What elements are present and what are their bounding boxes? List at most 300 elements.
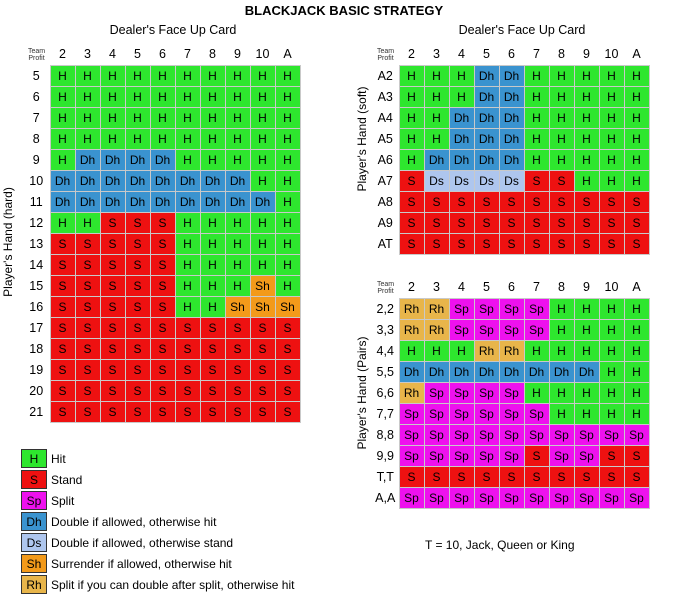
strategy-cell: Sp (399, 487, 424, 508)
legend-item (21, 490, 294, 511)
strategy-cell: S (424, 233, 449, 254)
strategy-cell: S (175, 359, 200, 380)
strategy-cell: S (599, 212, 624, 233)
strategy-cell: H (250, 170, 275, 191)
strategy-cell: S (150, 380, 175, 401)
strategy-cell: H (50, 86, 75, 107)
player-hand-label: T,T (372, 466, 399, 487)
dealer-card-header: 5 (474, 277, 499, 298)
dealer-card-header: 8 (549, 44, 574, 65)
strategy-cell: S (125, 380, 150, 401)
strategy-cell: Dh (175, 170, 200, 191)
strategy-cell: H (574, 86, 599, 107)
strategy-cell: H (150, 65, 175, 86)
strategy-cell: H (624, 298, 649, 319)
strategy-cell: H (574, 170, 599, 191)
strategy-cell: S (100, 317, 125, 338)
dealer-card-header: 7 (524, 277, 549, 298)
strategy-cell: Sp (474, 319, 499, 340)
strategy-cell: H (275, 65, 300, 86)
strategy-cell: Dh (75, 170, 100, 191)
strategy-cell: S (424, 191, 449, 212)
strategy-cell: H (624, 65, 649, 86)
strategy-cell: H (549, 107, 574, 128)
strategy-cell: H (50, 212, 75, 233)
strategy-cell: Sp (449, 445, 474, 466)
strategy-cell: H (175, 233, 200, 254)
strategy-cell: H (549, 149, 574, 170)
dealer-card-header: 8 (549, 277, 574, 298)
player-hand-label: 5 (23, 65, 50, 86)
player-hand-label: 5,5 (372, 361, 399, 382)
strategy-cell: H (225, 212, 250, 233)
strategy-cell: S (474, 191, 499, 212)
dealer-card-header: 7 (524, 44, 549, 65)
strategy-cell: Sp (524, 424, 549, 445)
strategy-cell: H (225, 275, 250, 296)
strategy-cell: S (449, 233, 474, 254)
table-row (372, 191, 649, 212)
strategy-cell: H (275, 191, 300, 212)
player-hand-label: 18 (23, 338, 50, 359)
legend-text: Split (51, 493, 75, 508)
dealer-card-header: 4 (449, 277, 474, 298)
strategy-cell: H (524, 340, 549, 361)
strategy-cell: Dh (524, 361, 549, 382)
strategy-cell: H (424, 107, 449, 128)
strategy-cell: H (275, 86, 300, 107)
strategy-cell: H (250, 149, 275, 170)
strategy-cell: Dh (474, 86, 499, 107)
table-row (23, 275, 300, 296)
strategy-cell: S (474, 233, 499, 254)
hard-dealer-label: Dealer's Face Up Card (109, 23, 237, 37)
strategy-cell: Sp (499, 319, 524, 340)
strategy-cell: Sp (499, 445, 524, 466)
dealer-card-header: 5 (474, 44, 499, 65)
strategy-cell: H (250, 233, 275, 254)
strategy-cell: S (250, 359, 275, 380)
dealer-card-header: 6 (499, 44, 524, 65)
strategy-cell: H (75, 128, 100, 149)
strategy-cell: Dh (499, 361, 524, 382)
strategy-cell: S (499, 212, 524, 233)
strategy-cell: S (150, 254, 175, 275)
strategy-cell: Dh (150, 191, 175, 212)
strategy-cell: S (50, 254, 75, 275)
table-row (23, 233, 300, 254)
strategy-cell: H (599, 128, 624, 149)
legend-swatch: H (21, 449, 47, 468)
strategy-cell: H (200, 128, 225, 149)
strategy-cell: H (175, 254, 200, 275)
table-row (23, 296, 300, 317)
strategy-cell: Dh (474, 128, 499, 149)
strategy-cell: Sp (449, 403, 474, 424)
player-hand-label: 19 (23, 359, 50, 380)
soft-player-label: Player's Hand (soft) (355, 86, 369, 192)
dealer-card-header: 7 (175, 44, 200, 65)
strategy-cell: S (624, 191, 649, 212)
strategy-cell: S (150, 212, 175, 233)
strategy-cell: H (599, 361, 624, 382)
player-hand-label: 10 (23, 170, 50, 191)
strategy-cell: S (225, 338, 250, 359)
strategy-cell: S (599, 466, 624, 487)
strategy-cell: H (574, 319, 599, 340)
dealer-card-header: 3 (424, 277, 449, 298)
strategy-cell: H (225, 86, 250, 107)
strategy-cell: S (275, 338, 300, 359)
strategy-cell: Dh (100, 149, 125, 170)
strategy-cell: Sp (574, 487, 599, 508)
strategy-cell: H (424, 340, 449, 361)
strategy-cell: H (200, 212, 225, 233)
strategy-cell: Dh (474, 107, 499, 128)
strategy-cell: Dh (100, 170, 125, 191)
strategy-cell: Dh (499, 107, 524, 128)
strategy-cell: Sp (399, 445, 424, 466)
strategy-cell: Sp (499, 382, 524, 403)
strategy-cell: Dh (449, 149, 474, 170)
strategy-cell: S (549, 466, 574, 487)
player-hand-label: 15 (23, 275, 50, 296)
strategy-cell: S (75, 359, 100, 380)
strategy-cell: H (125, 107, 150, 128)
table-row (23, 107, 300, 128)
strategy-cell: H (624, 403, 649, 424)
table-row (372, 107, 649, 128)
strategy-cell: S (75, 254, 100, 275)
player-hand-label: A2 (372, 65, 399, 86)
strategy-cell: H (599, 382, 624, 403)
strategy-cell: H (250, 107, 275, 128)
strategy-cell: H (599, 319, 624, 340)
strategy-cell: S (275, 359, 300, 380)
dealer-card-header: 10 (599, 44, 624, 65)
strategy-cell: Sp (574, 445, 599, 466)
team-profit-label: Team Profit (376, 47, 395, 62)
strategy-cell: S (524, 191, 549, 212)
strategy-cell: S (524, 212, 549, 233)
strategy-cell: Dh (125, 191, 150, 212)
strategy-cell: S (75, 233, 100, 254)
table-row (372, 466, 649, 487)
strategy-cell: S (524, 466, 549, 487)
strategy-cell: H (524, 149, 549, 170)
strategy-cell: S (524, 445, 549, 466)
strategy-cell: Sp (424, 445, 449, 466)
table-row (372, 403, 649, 424)
strategy-cell: H (424, 128, 449, 149)
strategy-cell: S (75, 275, 100, 296)
strategy-cell: S (200, 380, 225, 401)
strategy-cell: S (499, 191, 524, 212)
strategy-cell: S (624, 466, 649, 487)
strategy-cell: S (150, 275, 175, 296)
strategy-cell: H (225, 233, 250, 254)
table-row (372, 361, 649, 382)
strategy-cell: H (50, 65, 75, 86)
strategy-cell: Sp (449, 319, 474, 340)
strategy-cell: S (574, 212, 599, 233)
strategy-cell: Sp (399, 424, 424, 445)
strategy-cell: H (449, 340, 474, 361)
strategy-cell: H (524, 382, 549, 403)
legend (21, 448, 294, 595)
strategy-cell: S (75, 338, 100, 359)
strategy-cell: S (50, 233, 75, 254)
strategy-cell: S (599, 191, 624, 212)
strategy-cell: S (399, 466, 424, 487)
strategy-cell: H (175, 275, 200, 296)
strategy-cell: S (449, 191, 474, 212)
strategy-cell: S (75, 296, 100, 317)
strategy-cell: Dh (449, 128, 474, 149)
strategy-cell: S (200, 359, 225, 380)
strategy-cell: Dh (175, 191, 200, 212)
strategy-cell: Sp (499, 403, 524, 424)
strategy-cell: S (225, 380, 250, 401)
table-row (372, 445, 649, 466)
strategy-cell: S (100, 296, 125, 317)
strategy-cell: Dh (424, 361, 449, 382)
strategy-cell: S (275, 401, 300, 422)
strategy-cell: S (175, 380, 200, 401)
strategy-cell: S (499, 466, 524, 487)
strategy-cell: H (225, 254, 250, 275)
strategy-cell: H (399, 128, 424, 149)
pairs-player-label: Player's Hand (Pairs) (355, 336, 369, 450)
table-row (23, 212, 300, 233)
strategy-cell: H (75, 65, 100, 86)
player-hand-label: 13 (23, 233, 50, 254)
strategy-cell: H (125, 65, 150, 86)
legend-swatch: Sh (21, 554, 47, 573)
player-hand-label: 8 (23, 128, 50, 149)
strategy-cell: H (624, 107, 649, 128)
table-row (23, 128, 300, 149)
dealer-card-header: 6 (499, 277, 524, 298)
strategy-cell: H (225, 65, 250, 86)
strategy-cell: S (100, 359, 125, 380)
strategy-cell: S (150, 317, 175, 338)
strategy-cell: Sp (474, 403, 499, 424)
strategy-cell: H (549, 86, 574, 107)
strategy-cell: H (200, 254, 225, 275)
strategy-cell: H (549, 65, 574, 86)
dealer-card-header: 2 (50, 44, 75, 65)
strategy-cell: H (574, 149, 599, 170)
strategy-cell: H (250, 86, 275, 107)
strategy-cell: Sp (549, 487, 574, 508)
strategy-cell: S (200, 338, 225, 359)
strategy-cell: Sp (524, 319, 549, 340)
strategy-cell: Sp (474, 445, 499, 466)
strategy-cell: H (200, 149, 225, 170)
strategy-cell: H (574, 298, 599, 319)
hard-player-label: Player's Hand (hard) (1, 187, 15, 297)
strategy-cell: H (624, 361, 649, 382)
strategy-cell: S (574, 233, 599, 254)
strategy-cell: S (474, 212, 499, 233)
strategy-cell: Sp (399, 403, 424, 424)
player-hand-label: 6,6 (372, 382, 399, 403)
strategy-cell: Rh (399, 319, 424, 340)
strategy-cell: S (225, 401, 250, 422)
strategy-cell: Rh (399, 298, 424, 319)
dealer-card-header: 9 (225, 44, 250, 65)
strategy-cell: S (424, 466, 449, 487)
strategy-cell: H (175, 128, 200, 149)
player-hand-label: A8 (372, 191, 399, 212)
strategy-cell: H (624, 340, 649, 361)
legend-item (21, 511, 294, 532)
strategy-cell: Sp (599, 424, 624, 445)
strategy-cell: Sp (499, 487, 524, 508)
table-row (23, 254, 300, 275)
strategy-cell: Ds (474, 170, 499, 191)
strategy-cell: H (549, 340, 574, 361)
table-row (372, 149, 649, 170)
strategy-cell: S (125, 359, 150, 380)
strategy-cell: Dh (399, 361, 424, 382)
strategy-cell: H (574, 65, 599, 86)
strategy-cell: Dh (225, 170, 250, 191)
strategy-cell: Dh (499, 86, 524, 107)
team-profit-label: Team Profit (27, 47, 46, 62)
strategy-cell: S (624, 233, 649, 254)
strategy-cell: Dh (125, 170, 150, 191)
strategy-cell: S (449, 466, 474, 487)
strategy-cell: S (100, 212, 125, 233)
strategy-cell: Sp (474, 487, 499, 508)
strategy-cell: Sp (599, 487, 624, 508)
strategy-cell: H (50, 128, 75, 149)
strategy-cell: S (599, 233, 624, 254)
strategy-cell: Ds (449, 170, 474, 191)
player-hand-label: 6 (23, 86, 50, 107)
legend-item (21, 448, 294, 469)
strategy-cell: S (50, 296, 75, 317)
strategy-cell: Sp (474, 298, 499, 319)
strategy-cell: H (399, 65, 424, 86)
strategy-cell: S (574, 466, 599, 487)
strategy-cell: Sp (524, 298, 549, 319)
dealer-card-header: A (624, 44, 649, 65)
strategy-cell: H (424, 86, 449, 107)
strategy-cell: H (599, 298, 624, 319)
player-hand-label: AT (372, 233, 399, 254)
table-row (372, 170, 649, 191)
strategy-cell: S (50, 380, 75, 401)
strategy-cell: H (599, 403, 624, 424)
player-hand-label: A3 (372, 86, 399, 107)
dealer-card-header: 9 (574, 44, 599, 65)
strategy-cell: S (574, 191, 599, 212)
strategy-cell: H (574, 403, 599, 424)
player-hand-label: 4,4 (372, 340, 399, 361)
player-hand-label: 20 (23, 380, 50, 401)
strategy-cell: H (100, 86, 125, 107)
strategy-cell: Sp (624, 424, 649, 445)
player-hand-label: A9 (372, 212, 399, 233)
strategy-cell: H (549, 128, 574, 149)
strategy-cell: H (200, 296, 225, 317)
dealer-card-header: 3 (424, 44, 449, 65)
strategy-cell: S (150, 233, 175, 254)
strategy-cell: H (125, 86, 150, 107)
legend-swatch: Sp (21, 491, 47, 510)
strategy-cell: S (100, 275, 125, 296)
strategy-cell: H (250, 128, 275, 149)
strategy-cell: S (100, 254, 125, 275)
strategy-cell: H (574, 382, 599, 403)
strategy-cell: Dh (200, 191, 225, 212)
table-row (372, 233, 649, 254)
player-hand-label: 11 (23, 191, 50, 212)
strategy-cell: S (549, 170, 574, 191)
strategy-cell: H (624, 319, 649, 340)
strategy-cell: S (100, 233, 125, 254)
strategy-cell: Sh (225, 296, 250, 317)
strategy-cell: H (399, 340, 424, 361)
strategy-cell: H (275, 128, 300, 149)
dealer-card-header: A (275, 44, 300, 65)
strategy-cell: S (150, 296, 175, 317)
strategy-cell: S (399, 233, 424, 254)
table-row (372, 212, 649, 233)
strategy-cell: Sh (250, 275, 275, 296)
strategy-cell: Sp (574, 424, 599, 445)
soft-dealer-label: Dealer's Face Up Card (458, 23, 586, 37)
strategy-cell: S (100, 380, 125, 401)
strategy-cell: H (599, 340, 624, 361)
table-row (372, 128, 649, 149)
strategy-cell: H (275, 233, 300, 254)
player-hand-label: 8,8 (372, 424, 399, 445)
strategy-cell: H (399, 86, 424, 107)
strategy-cell: H (150, 128, 175, 149)
strategy-cell: H (200, 65, 225, 86)
strategy-cell: S (549, 233, 574, 254)
player-hand-label: 12 (23, 212, 50, 233)
strategy-cell: H (225, 107, 250, 128)
strategy-cell: S (125, 275, 150, 296)
strategy-cell: S (100, 338, 125, 359)
strategy-cell: Sp (449, 487, 474, 508)
strategy-cell: S (50, 338, 75, 359)
table-row (23, 359, 300, 380)
strategy-cell: S (549, 212, 574, 233)
strategy-cell: S (399, 212, 424, 233)
strategy-cell: Sp (549, 424, 574, 445)
strategy-cell: S (125, 317, 150, 338)
strategy-cell: Dh (225, 191, 250, 212)
strategy-cell: H (175, 107, 200, 128)
strategy-cell: H (175, 86, 200, 107)
strategy-cell: H (250, 212, 275, 233)
strategy-cell: H (574, 128, 599, 149)
strategy-cell: Sp (624, 487, 649, 508)
strategy-cell: H (100, 128, 125, 149)
strategy-cell: H (75, 107, 100, 128)
dealer-card-header: A (624, 277, 649, 298)
strategy-cell: S (275, 317, 300, 338)
strategy-cell: H (275, 107, 300, 128)
strategy-cell: S (200, 317, 225, 338)
strategy-cell: S (250, 317, 275, 338)
